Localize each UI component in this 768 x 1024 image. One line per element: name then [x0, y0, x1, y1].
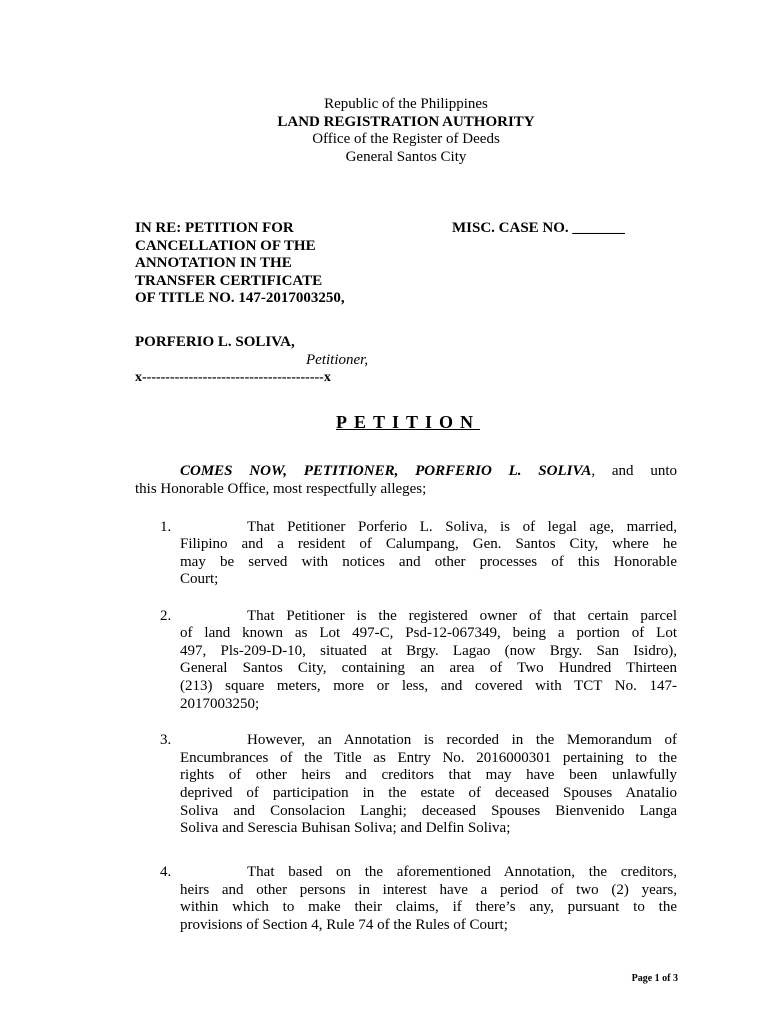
in-re-line: TRANSFER CERTIFICATE — [135, 273, 323, 289]
intro-line-2: this Honorable Office, most respectfully alleges; — [135, 481, 427, 497]
paragraph-line: Encumbrances of the Title as Entry No. 2016000301 pertaining to the — [180, 750, 677, 766]
paragraph-line: (213) square meters, more or less, and covered with TCT No. 147- — [180, 678, 677, 694]
paragraph-line: That Petitioner Porferio L. Soliva, is of legal age, married, — [247, 519, 677, 535]
paragraph-number: 2. — [160, 608, 172, 624]
paragraph-line: Court; — [180, 571, 219, 587]
petitioner-role: Petitioner, — [306, 352, 369, 368]
paragraph-line: That based on the aforementioned Annotation, the creditors, — [247, 864, 677, 880]
paragraph-line: That Petitioner is the registered owner of that certain parcel — [247, 608, 677, 624]
paragraph-line: However, an Annotation is recorded in the Memorandum of — [247, 732, 677, 748]
intro-line-1 — [180, 462, 677, 480]
paragraph-number: 1. — [160, 519, 172, 535]
in-re-line: CANCELLATION OF THE — [135, 238, 316, 254]
paragraph-number: 4. — [160, 864, 172, 880]
header-authority: LAND REGISTRATION AUTHORITY — [277, 114, 535, 130]
paragraph-line: heirs and other persons in interest have a period of two (2) years, — [180, 882, 677, 898]
paragraph-line: Soliva and Serescia Buhisan Soliva; and Delfin Soliva; — [180, 820, 511, 836]
paragraph-line: of land known as Lot 497-C, Psd-12-067349, being a portion of Lot — [180, 625, 677, 641]
intro-emphasis: COMES NOW, PETITIONER, PORFERIO L. SOLIVA — [180, 463, 592, 479]
paragraph-line: Soliva and Consolacion Langhi; deceased Spouses Bienvenido Langa — [180, 803, 677, 819]
paragraph-line: deprived of participation in the estate of deceased Spouses Anatalio — [180, 785, 677, 801]
header-republic: Republic of the Philippines — [324, 96, 488, 112]
header-city: General Santos City — [345, 149, 467, 165]
in-re-line: IN RE: PETITION FOR — [135, 220, 294, 236]
paragraph-number: 3. — [160, 732, 172, 748]
page-number: Page 1 of 3 — [631, 973, 678, 984]
in-re-line: ANNOTATION IN THE — [135, 255, 292, 271]
paragraph-line: Filipino and a resident of Calumpang, Gen. Santos City, where he — [180, 536, 677, 552]
caption-separator: x---------------------------------------x — [135, 370, 331, 385]
paragraph-line: General Santos City, containing an area of Two Hundred Thirteen — [180, 660, 677, 676]
paragraph-line: rights of other heirs and creditors that may have been unlawfully — [180, 767, 677, 783]
paragraph-line: 497, Pls-209-D-10, situated at Brgy. Lagao (now Brgy. San Isidro), — [180, 643, 677, 659]
misc-case-number: MISC. CASE NO. _______ — [452, 220, 625, 236]
intro-rest: , and unto — [591, 463, 678, 479]
petitioner-name: PORFERIO L. SOLIVA, — [135, 334, 295, 350]
document-title: PETITION — [335, 412, 481, 432]
paragraph-line: 2017003250; — [180, 696, 260, 712]
paragraph-line: may be served with notices and other processes of this Honorable — [180, 554, 677, 570]
paragraph-line: provisions of Section 4, Rule 74 of the Rules of Court; — [180, 917, 508, 933]
in-re-line: OF TITLE NO. 147-2017003250, — [135, 290, 345, 306]
paragraph-line: within which to make their claims, if there’s any, pursuant to the — [180, 899, 677, 915]
header-office: Office of the Register of Deeds — [312, 131, 500, 147]
